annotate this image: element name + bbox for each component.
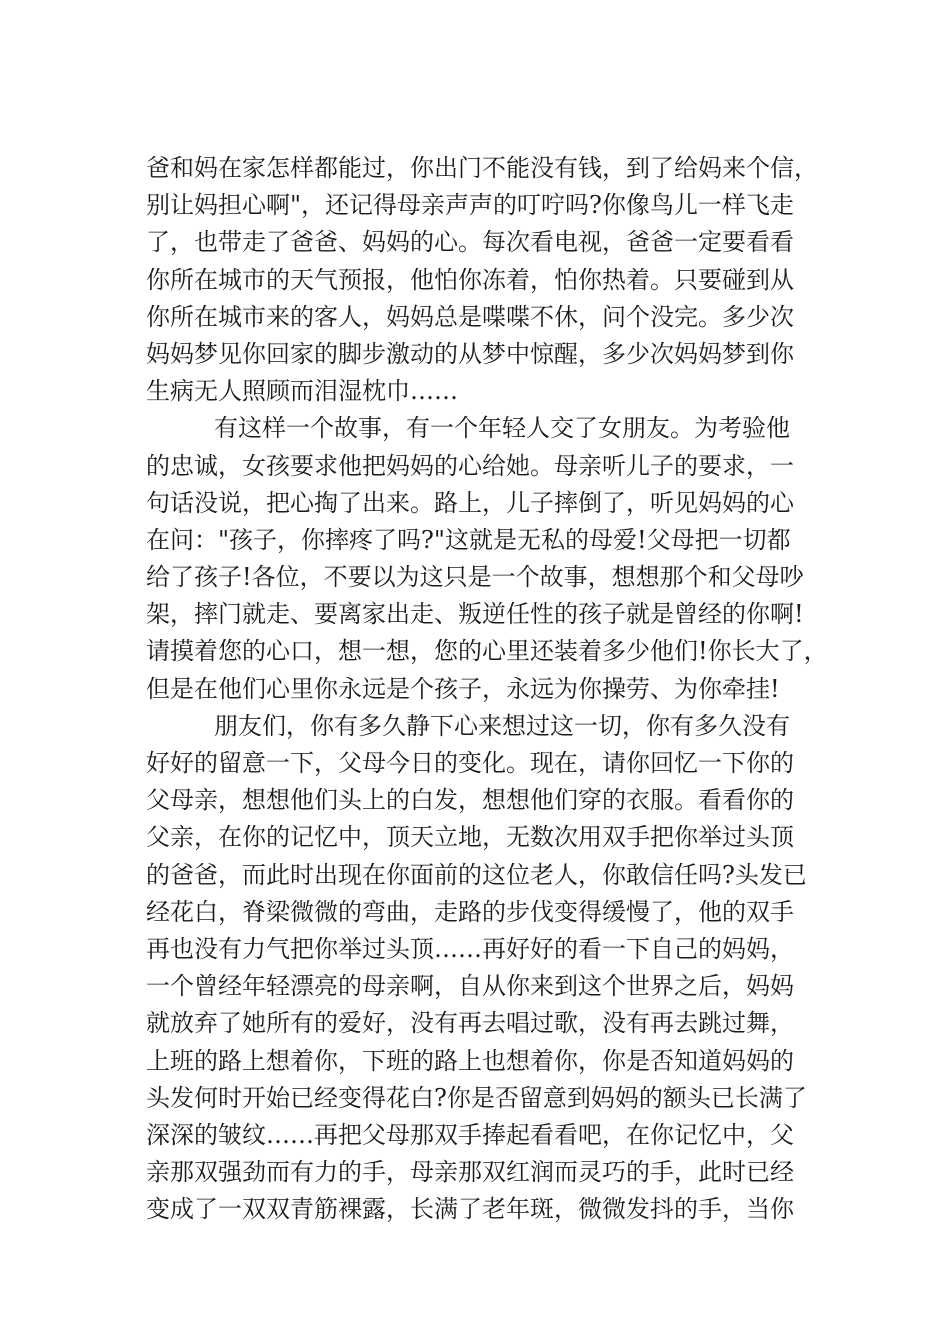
text-line: 妈妈梦见你回家的脚步激动的从梦中惊醒，多少次妈妈梦到你 — [146, 339, 794, 368]
text-line: 爸和妈在家怎样都能过，你出门不能没有钱，到了给妈来个信， — [146, 154, 818, 182]
text-line: 深深的皱纹……再把父母那双手捧起看看吧，在你记忆中，父 — [146, 1120, 794, 1149]
body-text — [146, 150, 826, 1228]
text-line: 好好的留意一下，父母今日的变化。现在，请你回忆一下你的 — [146, 749, 794, 777]
paragraph-start-line: 有这样一个故事，有一个年轻人交了女朋友。为考验他 — [214, 414, 790, 443]
text-line: 生病无人照顾而泪湿枕巾…… — [146, 377, 458, 406]
text-line: 别让妈担心啊"，还记得母亲声声的叮咛吗?你像鸟儿一样飞走 — [146, 191, 794, 220]
text-line: 经花白，脊梁微微的弯曲，走路的步伐变得缓慢了，他的双手 — [146, 897, 794, 926]
paragraph-start-line: 朋友们，你有多久静下心来想过这一切，你有多久没有 — [214, 711, 790, 740]
text-line: 了，也带走了爸爸、妈妈的心。每次看电视，爸爸一定要看看 — [146, 228, 794, 257]
text-line: 的爸爸，而此时出现在你面前的这位老人，你敢信任吗?头发已 — [146, 860, 807, 889]
text-line: 请摸着您的心口，想一想，您的心里还装着多少他们!你长大了， — [146, 637, 828, 666]
text-line: 变成了一双双青筋裸露，长满了老年斑，微微发抖的手，当你 — [146, 1195, 794, 1224]
text-line: 一个曾经年轻漂亮的母亲啊，自从你来到这个世界之后，妈妈 — [146, 972, 794, 1001]
text-line: 给了孩子!各位，不要以为这只是一个故事，想想那个和父母吵 — [146, 563, 804, 592]
text-line: 的忠诚，女孩要求他把妈妈的心给她。母亲听儿子的要求，一 — [146, 451, 794, 480]
text-line: 头发何时开始已经变得花白?你是否留意到妈妈的额头已长满了 — [146, 1083, 807, 1112]
text-line: 架，摔门就走、要离家出走、叛逆任性的孩子就是曾经的你啊! — [146, 600, 804, 629]
text-line: 就放弃了她所有的爱好，没有再去唱过歌，没有再去跳过舞， — [146, 1009, 794, 1038]
text-line: 父亲，在你的记忆中，顶天立地，无数次用双手把你举过头顶 — [146, 823, 794, 852]
text-line: 上班的路上想着你，下班的路上也想着你，你是否知道妈妈的 — [146, 1046, 794, 1075]
text-line: 父母亲，想想他们头上的白发，想想他们穿的衣服。看看你的 — [146, 786, 794, 815]
text-line: 在问："孩子，你摔疼了吗?"这就是无私的母爱!父母把一切都 — [146, 525, 791, 554]
text-line: 再也没有力气把你举过头顶……再好好的看一下自己的妈妈， — [146, 934, 794, 963]
text-line: 你所在城市来的客人，妈妈总是喋喋不休，问个没完。多少次 — [146, 302, 794, 331]
text-line: 但是在他们心里你永远是个孩子，永远为你操劳、为你牵挂! — [146, 674, 780, 703]
text-line: 句话没说，把心掏了出来。路上，儿子摔倒了，听见妈妈的心 — [146, 488, 794, 517]
text-line: 亲那双强劲而有力的手，母亲那双红润而灵巧的手，此时已经 — [146, 1158, 794, 1187]
text-line: 你所在城市的天气预报，他怕你冻着，怕你热着。只要碰到从 — [146, 265, 794, 294]
